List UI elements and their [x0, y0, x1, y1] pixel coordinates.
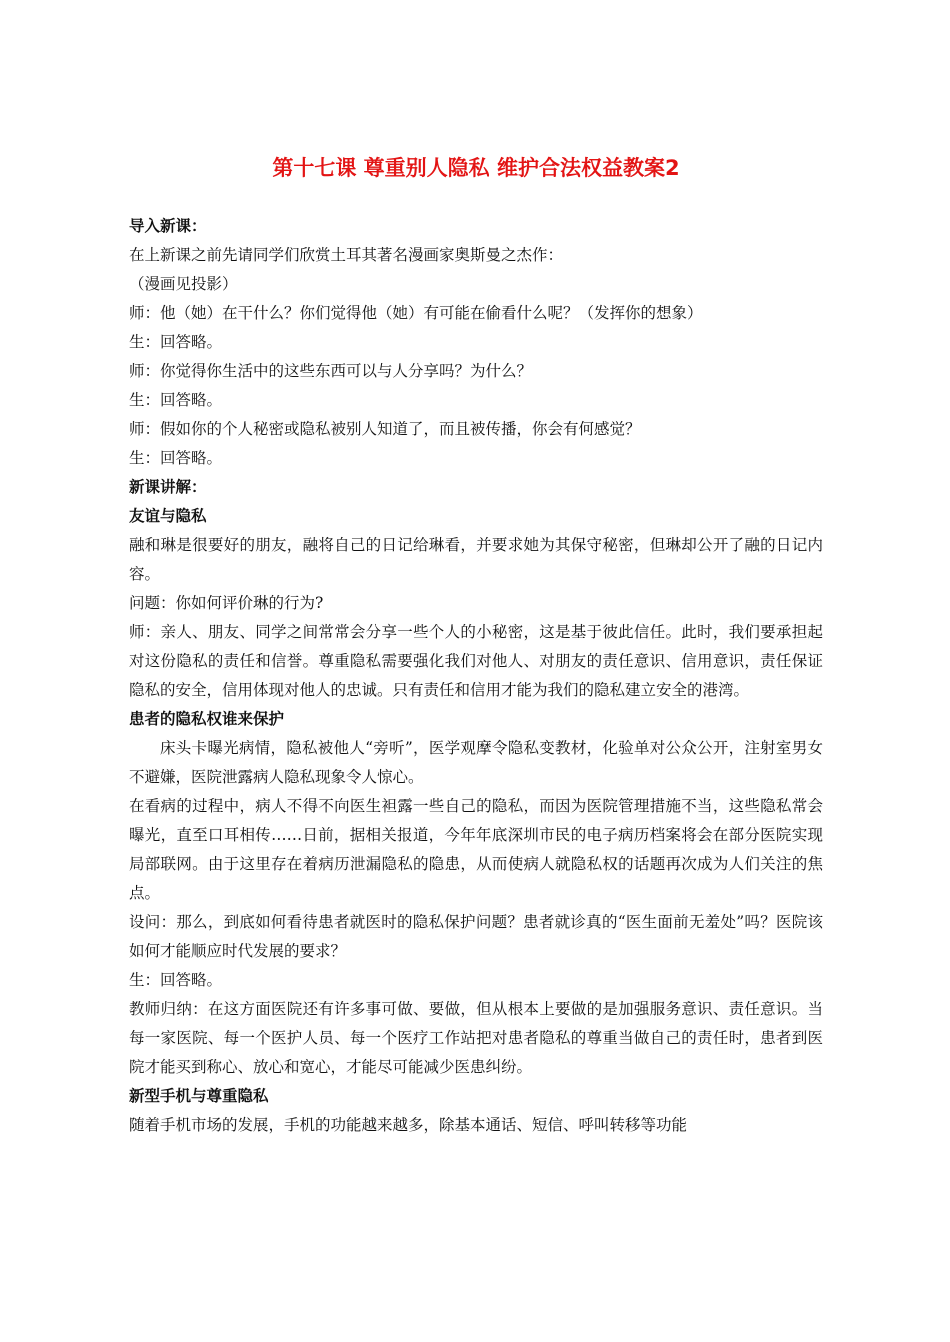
- paragraph: 在看病的过程中，病人不得不向医生袒露一些自己的隐私，而因为医院管理措施不当，这些隐私常会曝光，直至口耳相传……日前，据相关报道，今年年底深圳市民的电子病历档案将会在部分医院实现局部联网。由于这里存在着病历泄漏隐私的隐患，从而使病人就隐私权的话题再次成为人们关注的焦点。: [129, 797, 823, 902]
- paragraph: 师：你觉得你生活中的这些东西可以与人分享吗？为什么？: [129, 362, 533, 380]
- paragraph: （漫画见投影）: [129, 275, 238, 293]
- paragraph: 在上新课之前先请同学们欣赏土耳其著名漫画家奥斯曼之杰作：: [129, 246, 564, 264]
- paragraph: 师：亲人、朋友、同学之间常常会分享一些个人的小秘密，这是基于彼此信任。此时，我们要承担起对这份隐私的责任和信誉。尊重隐私需要强化我们对他人、对朋友的责任意识、信用意识，责任保证隐私的安全，信用体现对他人的忠诚。只有责任和信用才能为我们的隐私建立安全的港湾。: [129, 623, 823, 699]
- paragraph: 设问：那么，到底如何看待患者就医时的隐私保护问题？患者就诊真的“医生面前无羞处”吗？医院该如何才能顺应时代发展的要求？: [129, 913, 823, 960]
- paragraph: 生：回答略。: [129, 449, 223, 467]
- section-heading: 新课讲解：: [129, 478, 207, 496]
- paragraph: 生：回答略。: [129, 333, 223, 351]
- paragraph: 问题：你如何评价琳的行为?: [129, 594, 324, 612]
- section-heading: 患者的隐私权谁来保护: [129, 710, 285, 728]
- section-heading: 友谊与隐私: [129, 507, 207, 525]
- document-title: 第十七课 尊重别人隐私 维护合法权益教案2: [272, 156, 680, 180]
- document-page: [129, 148, 823, 1140]
- section-heading: 导入新课：: [129, 217, 207, 235]
- document-body: [129, 212, 823, 1140]
- paragraph: 教师归纳：在这方面医院还有许多事可做、要做，但从根本上要做的是加强服务意识、责任意识。当每一家医院、每一个医护人员、每一个医疗工作站把对患者隐私的尊重当做自己的责任时，患者到医院才能买到称心、放心和宽心，才能尽可能减少医患纠纷。: [129, 1000, 823, 1076]
- section-heading: 新型手机与尊重隐私: [129, 1087, 269, 1105]
- paragraph: 生：回答略。: [129, 391, 223, 409]
- paragraph: 床头卡曝光病情，隐私被他人“旁听”，医学观摩令隐私变教材，化验单对公众公开，注射室男女不避嫌，医院泄露病人隐私现象令人惊心。: [129, 739, 823, 786]
- paragraph: 随着手机市场的发展，手机的功能越来越多，除基本通话、短信、呼叫转移等功能: [129, 1116, 688, 1134]
- paragraph: 师：他（她）在干什么？你们觉得他（她）有可能在偷看什么呢？（发挥你的想象）: [129, 304, 703, 322]
- paragraph: 生：回答略。: [129, 971, 223, 989]
- paragraph: 融和琳是很要好的朋友，融将自己的日记给琳看，并要求她为其保守秘密，但琳却公开了融的日记内容。: [129, 536, 823, 583]
- paragraph: 师：假如你的个人秘密或隐私被别人知道了，而且被传播，你会有何感觉？: [129, 420, 641, 438]
